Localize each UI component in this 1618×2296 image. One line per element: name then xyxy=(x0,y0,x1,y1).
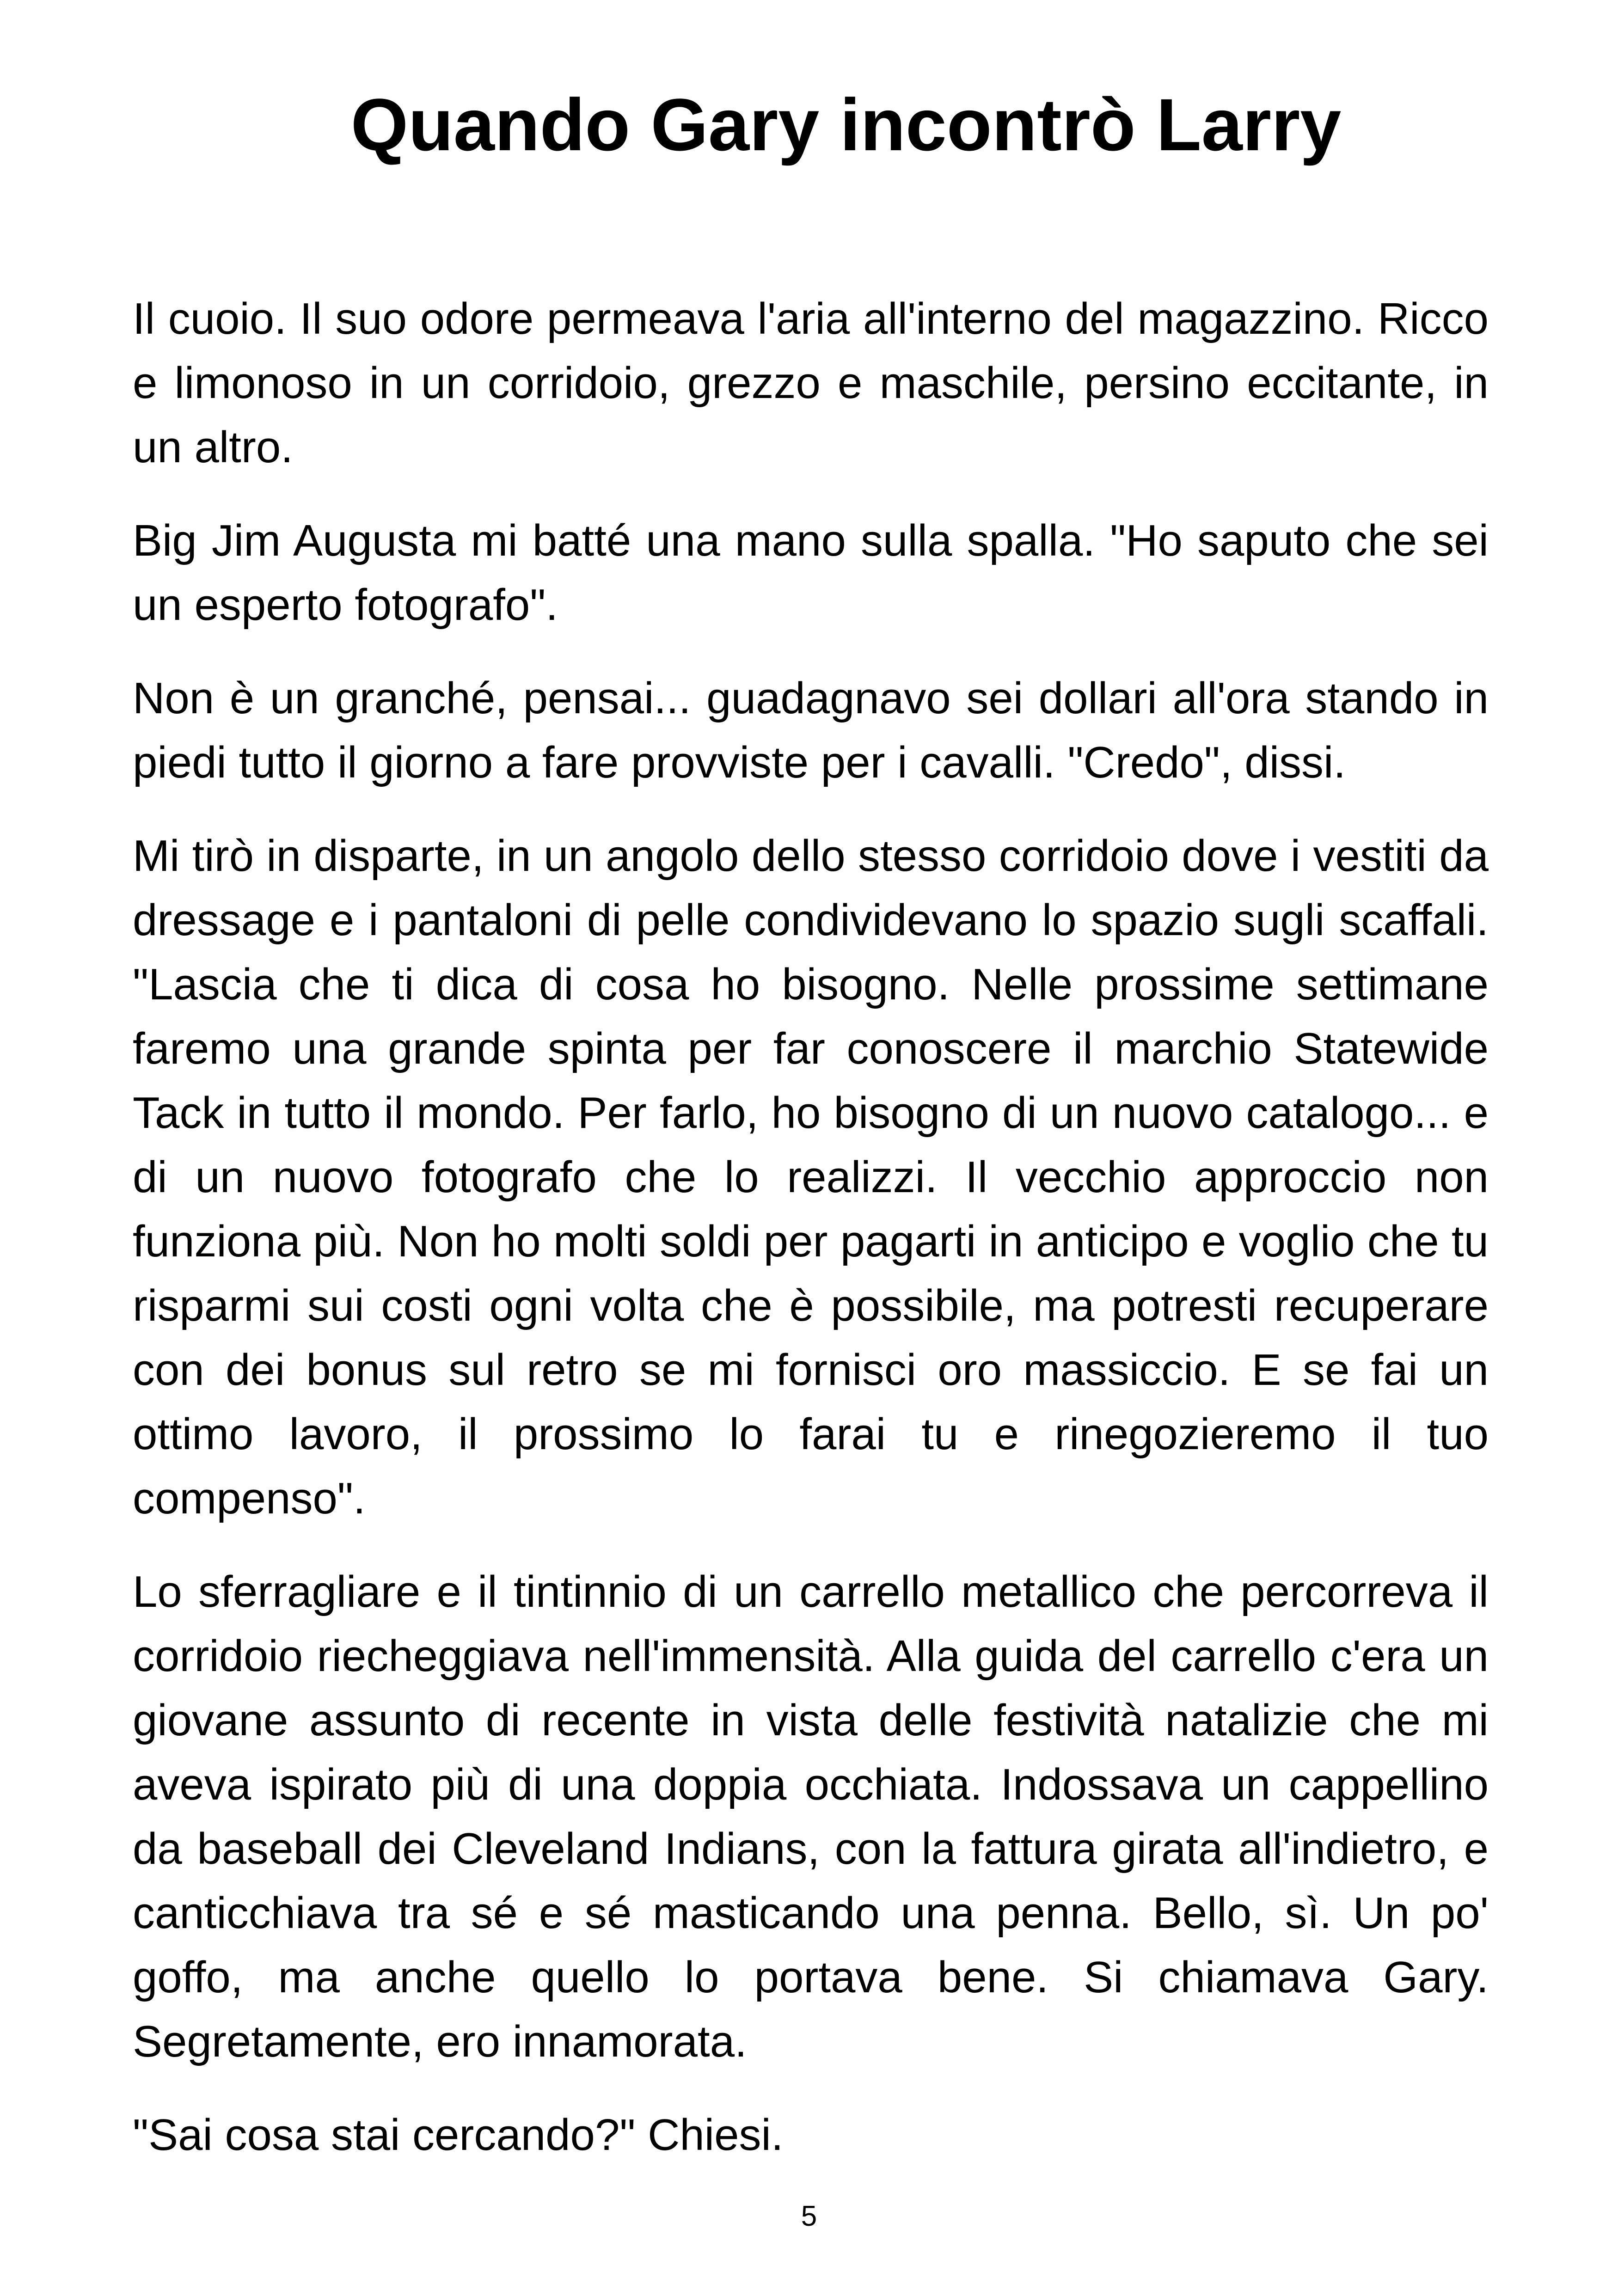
paragraph: Mi tirò in disparte, in un angolo dello stesso corridoio dove i vestiti da dressage e i pantaloni di pelle condividevano lo spazio sugli scaffali. "Lascia che ti dica di cosa ho bisogno. Nelle prossime settimane faremo una grande spinta per far conoscere il marchio Statewide Tack in tutto il mondo. Per farlo, ho bisogno di un nuovo catalogo... e di un nuovo fotografo che lo realizzi. Il vecchio approccio non funziona più. Non ho molti soldi per pagarti in anticipo e voglio che tu risparmi sui costi ogni volta che è possibile, ma potresti recuperare con dei bonus sul retro se mi fornisci oro massiccio. E se fai un ottimo lavoro, il prossimo lo farai tu e rinegozieremo il tuo compenso". xyxy=(133,831,1489,1523)
paragraph: Non è un granché, pensai... guadagnavo sei dollari all'ora stando in piedi tutto il giorno a fare provviste per i cavalli. "Credo", dissi. xyxy=(133,673,1489,787)
paragraph: Big Jim Augusta mi batté una mano sulla spalla. "Ho saputo che sei un esperto fotografo". xyxy=(133,516,1489,630)
page-number: 5 xyxy=(801,2200,817,2232)
paragraph: Il cuoio. Il suo odore permeava l'aria all'interno del magazzino. Ricco e limonoso in un corridoio, grezzo e maschile, persino eccitante, in un altro. xyxy=(133,294,1489,472)
paragraph: "Sai cosa stai cercando?" Chiesi. xyxy=(133,2110,784,2160)
body-text xyxy=(133,287,1489,2196)
paragraph: Lo sferragliare e il tintinnio di un carrello metallico che percorreva il corridoio riecheggiava nell'immensità. Alla guida del carrello c'era un giovane assunto di recente in vista delle festività natalizie che mi aveva ispirato più di una doppia occhiata. Indossava un cappellino da baseball dei Cleveland Indians, con la fattura girata all'indietro, e canticchiava tra sé e sé masticando una penna. Bello, sì. Un po' goffo, ma anche quello lo portava bene. Si chiamava Gary. Segretamente, ero innamorata. xyxy=(133,1567,1489,2066)
page-title: Quando Gary incontrò Larry xyxy=(350,83,1342,166)
